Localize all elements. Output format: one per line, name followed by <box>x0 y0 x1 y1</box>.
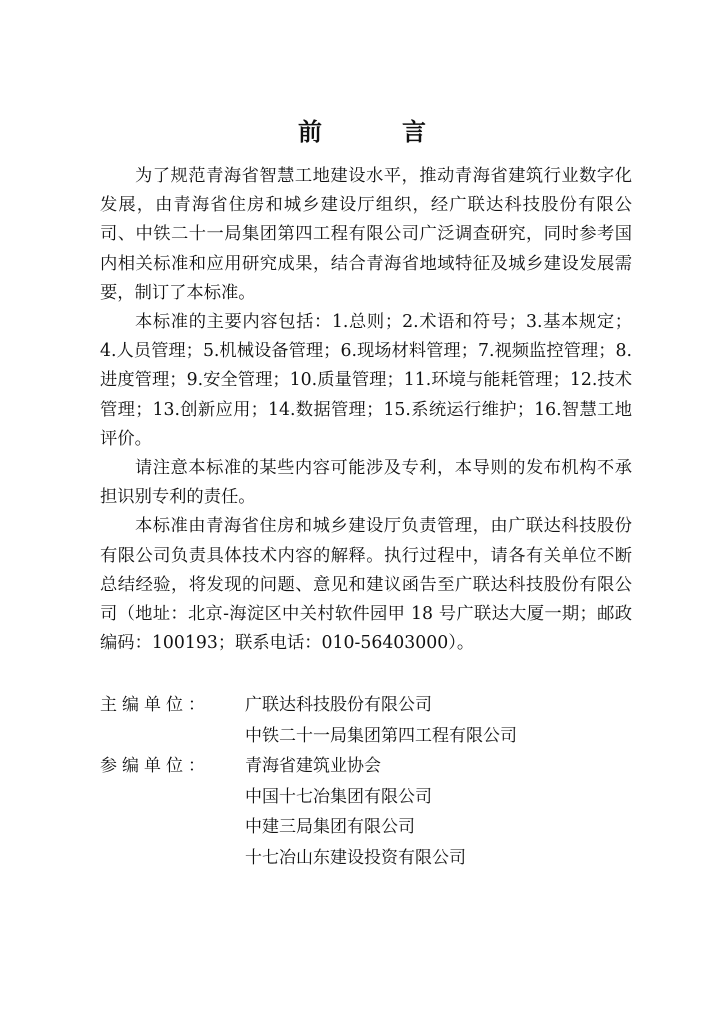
participating-units-list <box>245 751 466 873</box>
participating-unit-name: 青海省建筑业协会 <box>245 756 381 776</box>
paragraph-patent-notice: 请注意本标准的某些内容可能涉及专利，本导则的发布机构不承担识别专利的责任。 <box>100 458 632 508</box>
paragraph-contents: 本标准的主要内容包括：1.总则；2.术语和符号；3.基本规定；4.人员管理；5.机械设备管理；6.现场材料管理；7.视频监控管理；8.进度管理；9.安全管理；10.质量管理；11.环境与能耗管理；12.技术管理；13.创新应用；14.数据管理；15.系统运行维护；16.智慧工地评价。 <box>100 312 632 449</box>
participating-unit-name: 中国十七冶集团有限公司 <box>245 786 432 807</box>
chief-units-label: 主编单位： <box>100 695 210 715</box>
chief-unit-name: 中铁二十一局集团第四工程有限公司 <box>245 725 517 746</box>
units-section <box>100 690 632 873</box>
chief-units-row <box>100 690 632 751</box>
page-title: 前 言 <box>298 117 454 146</box>
chief-units-list <box>245 690 517 751</box>
participating-unit-name: 中建三局集团有限公司 <box>245 817 415 837</box>
paragraph-management: 本标准由青海省住房和城乡建设厅负责管理，由广联达科技股份有限公司负责具体技术内容的解释。执行过程中，请各有关单位不断总结经验，将发现的问题、意见和建议函告至广联达科技股份有限公司（地址：北京-海淀区中关村软件园甲 18 号广联达大厦一期；邮政编码：100193；联系电话：010-56403000）。 <box>100 516 632 654</box>
preface-body <box>100 162 632 658</box>
participating-units-row <box>100 751 632 873</box>
paragraph-purpose: 为了规范青海省智慧工地建设水平，推动青海省建筑行业数字化发展，由青海省住房和城乡建设厅组织，经广联达科技股份有限公司、中铁二十一局集团第四工程有限公司广泛调查研究，同时参考国内相关标准和应用研究成果，结合青海省地域特征及城乡建设发展需要，制订了本标准。 <box>100 166 632 303</box>
participating-units-label: 参编单位： <box>100 756 210 776</box>
participating-unit-name: 十七冶山东建设投资有限公司 <box>245 847 466 868</box>
chief-unit-name: 广联达科技股份有限公司 <box>245 695 432 715</box>
